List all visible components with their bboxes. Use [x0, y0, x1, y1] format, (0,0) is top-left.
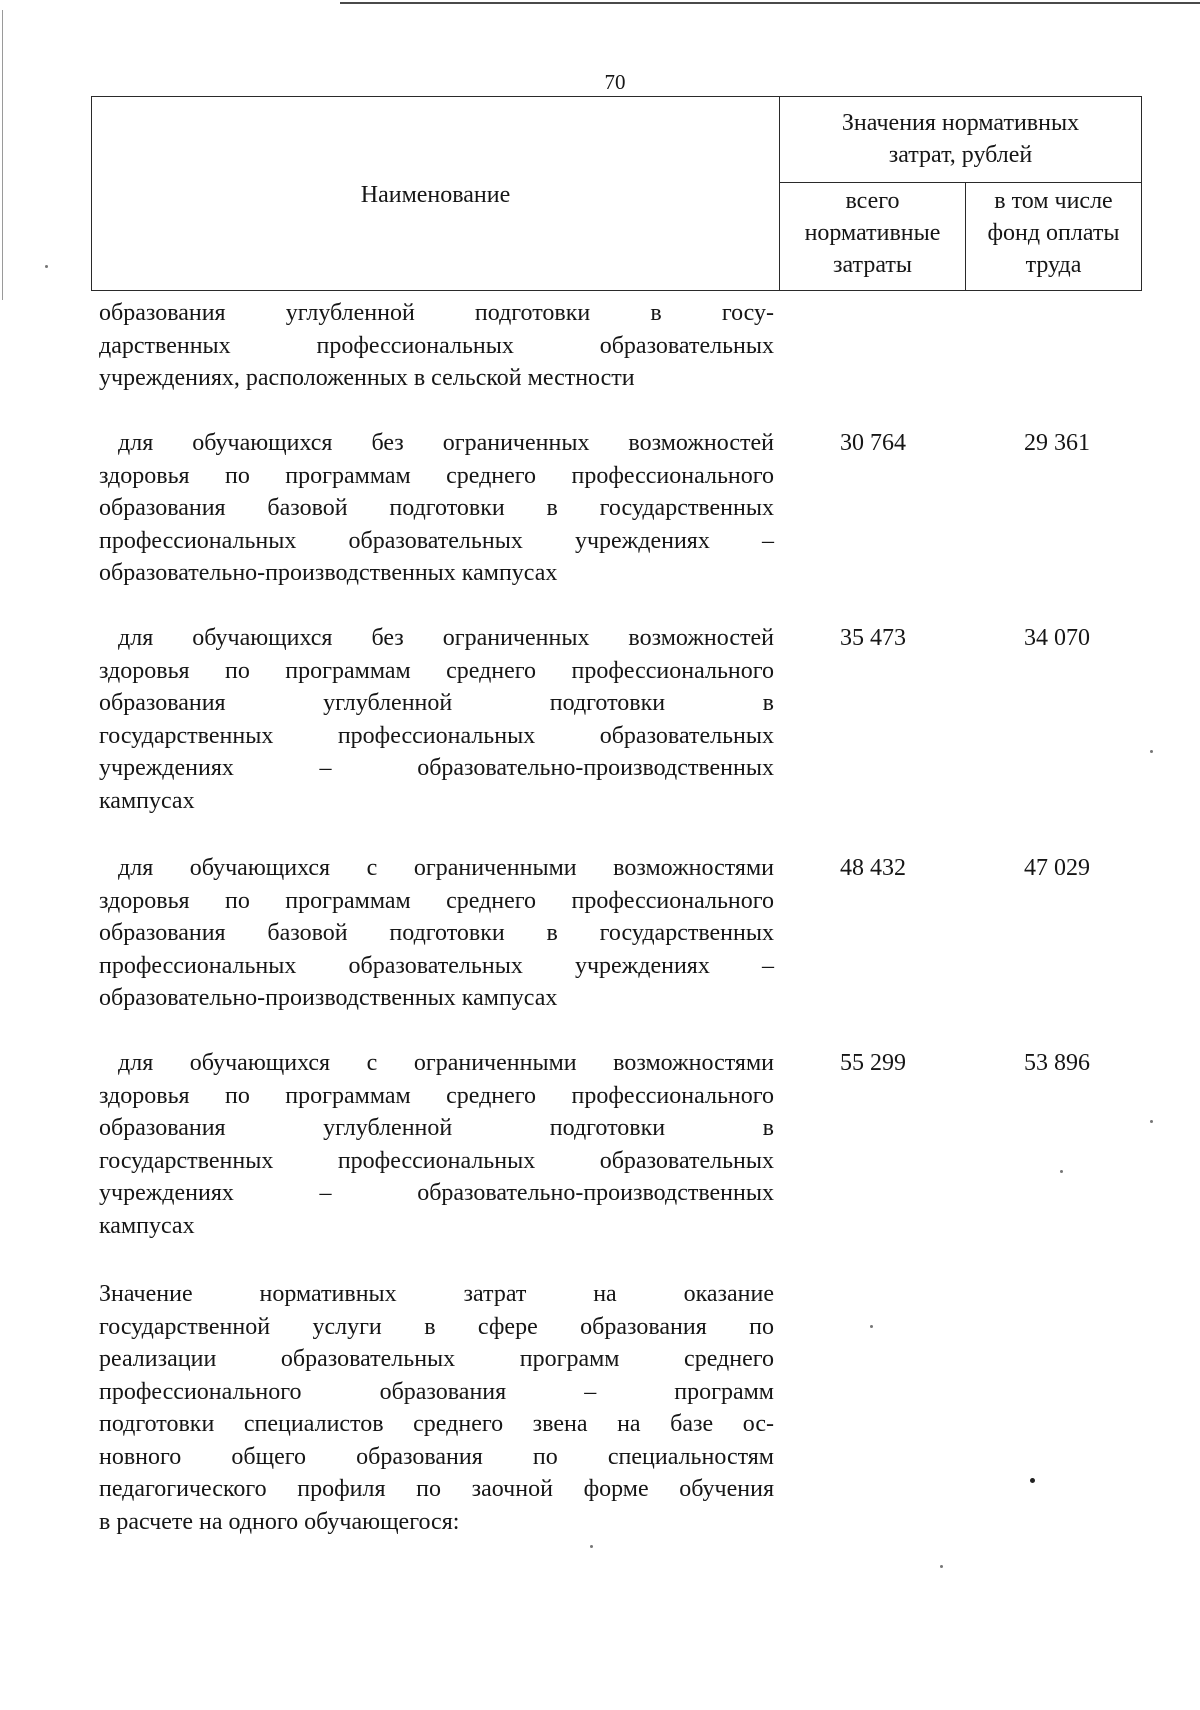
value-total: 35 473 — [840, 625, 906, 651]
scan-speck — [940, 1565, 943, 1568]
scan-border-left — [2, 10, 3, 300]
value-wage: 47 029 — [1024, 855, 1090, 881]
scan-speck — [1060, 1170, 1063, 1173]
column-group-header: Значения нормативных затрат, рублей — [780, 97, 1142, 183]
scan-speck — [1030, 1478, 1035, 1483]
table-row: для обучающихся без ограниченных возможностей здоровья по программам среднего профессионального образования базовой подготовки в государственных профессиональных образовательных учреждениях – образовательно-производственных кампусах — [99, 430, 774, 586]
column-header-total: всего нормативные затраты — [780, 183, 966, 291]
value-total: 55 299 — [840, 1050, 906, 1076]
final-paragraph: Значение нормативных затрат на оказание государственной услуги в сфере образования по реализации образовательных программ среднего профессионального образования – программ подготовки специалистов среднего звена на базе ос- новного общего образования по специальностям педагогического профиля по заочной форме обучения в расчете на одного обучающегося: — [99, 1281, 774, 1535]
table-row: для обучающихся без ограниченных возможностей здоровья по программам среднего профессионального образования углубленной подготовки в государственных профессиональных образовательных учреждениях – образовательно-производственных кампусах — [99, 625, 774, 814]
column-header-name: Наименование — [92, 97, 780, 291]
scan-speck — [1150, 1120, 1153, 1123]
value-wage: 29 361 — [1024, 430, 1090, 456]
scan-speck — [870, 1325, 873, 1328]
scan-speck — [1150, 750, 1153, 753]
table-header — [91, 96, 1142, 291]
scan-speck — [590, 1545, 593, 1548]
table-row: для обучающихся с ограниченными возможностями здоровья по программам среднего профессионального образования углубленной подготовки в государственных профессиональных образовательных учреждениях – образовательно-производственных кампусах — [99, 1050, 774, 1239]
column-header-wage: в том числе фонд оплаты труда — [966, 183, 1142, 291]
value-total: 30 764 — [840, 430, 906, 456]
value-wage: 53 896 — [1024, 1050, 1090, 1076]
scan-border-top — [340, 2, 1200, 4]
continuation-text: образования углубленной подготовки в госу- дарственных профессиональных образовательных учреждениях, расположенных в сельской местности — [99, 300, 774, 391]
table-row: для обучающихся с ограниченными возможностями здоровья по программам среднего профессионального образования базовой подготовки в государственных профессиональных образовательных учреждениях – образовательно-производственных кампусах — [99, 855, 774, 1011]
value-total: 48 432 — [840, 855, 906, 881]
value-wage: 34 070 — [1024, 625, 1090, 651]
page-number: 70 — [604, 70, 626, 94]
scan-speck — [45, 265, 48, 268]
